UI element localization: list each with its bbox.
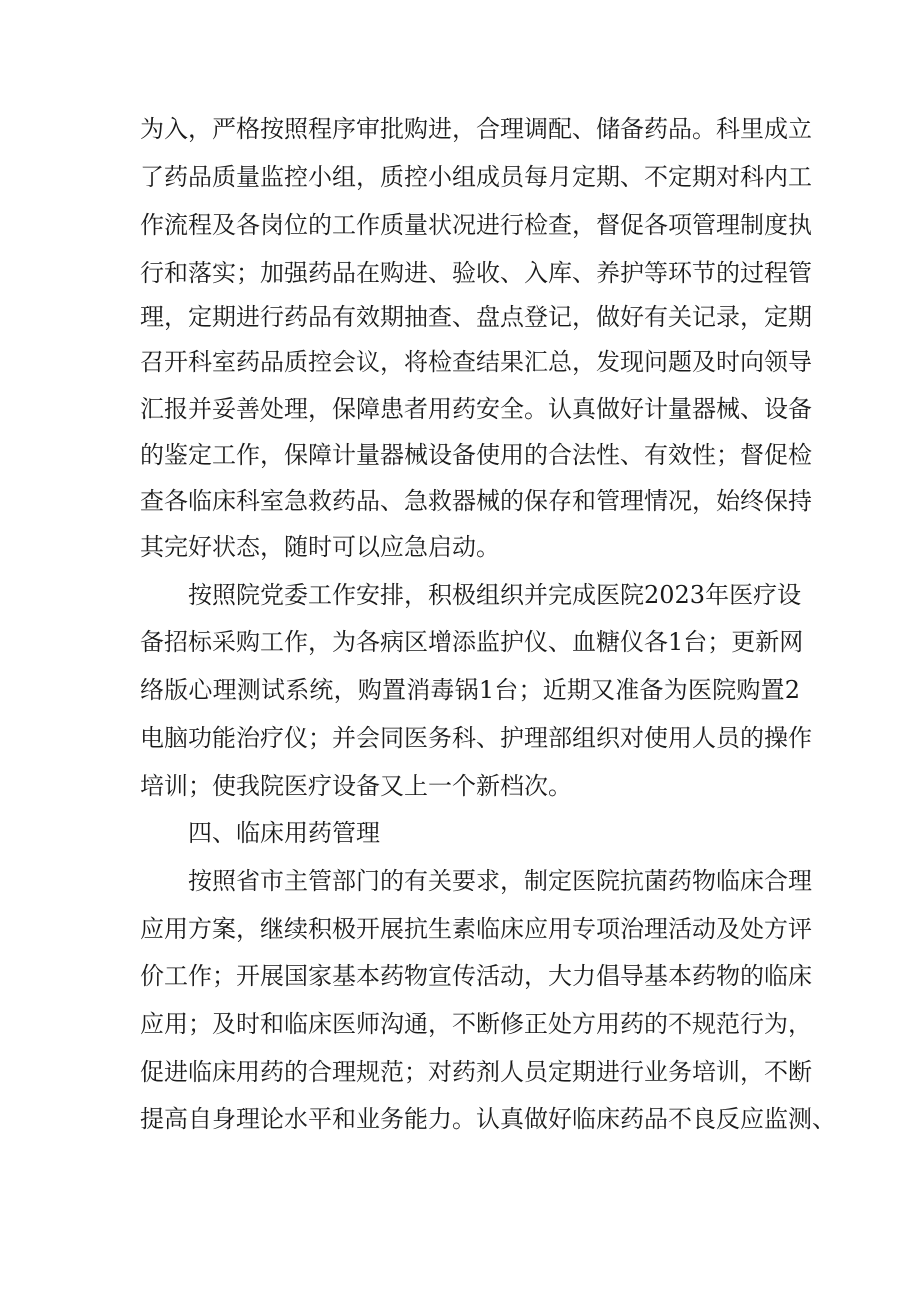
text-line: 的鉴定工作，保障计量器械设备使用的合法性、有效性；督促检 (140, 441, 812, 469)
text-line: 作流程及各岗位的工作质量状况进行检查，督促各项管理制度执 (140, 211, 812, 239)
text-line: 备招标采购工作，为各病区增添监护仪、血糖仪各1台；更新网 (140, 628, 804, 656)
text-line: 络版心理测试系统，购置消毒锅1台；近期又准备为医院购置2 (140, 676, 800, 704)
text-line: 理，定期进行药品有效期抽查、盘点登记，做好有关记录，定期 (140, 303, 812, 331)
text-line: 了药品质量监控小组，质控小组成员每月定期、不定期对科内工 (140, 163, 812, 191)
text-line: 价工作；开展国家基本药物宣传活动，大力倡导基本药物的临床 (140, 962, 812, 990)
text-line: 召开科室药品质控会议，将检查结果汇总，发现问题及时向领导 (140, 348, 812, 376)
section-heading: 四、临床用药管理 (188, 819, 380, 847)
text-line: 应用方案，继续积极开展抗生素临床应用专项治理活动及处方评 (140, 915, 812, 943)
text-line: 应用；及时和临床医师沟通，不断修正处方用药的不规范行为， (140, 1010, 812, 1038)
text-line: 行和落实；加强药品在购进、验收、入库、养护等环节的过程管 (140, 259, 812, 287)
text-line: 促进临床用药的合理规范；对药剂人员定期进行业务培训，不断 (140, 1058, 812, 1086)
text-line: 为入，严格按照程序审批购进，合理调配、储备药品。科里成立 (140, 115, 812, 143)
text-line: 培训；使我院医疗设备又上一个新档次。 (140, 772, 572, 800)
text-line: 按照省市主管部门的有关要求，制定医院抗菌药物临床合理 (188, 867, 812, 895)
text-line: 汇报并妥善处理，保障患者用药安全。认真做好计量器械、设备 (140, 395, 812, 423)
text-line: 提高自身理论水平和业务能力。认真做好临床药品不良反应监测、 (140, 1105, 836, 1133)
text-line: 查各临床科室急救药品、急救器械的保存和管理情况，始终保持 (140, 487, 812, 515)
text-line: 其完好状态，随时可以应急启动。 (140, 533, 500, 561)
text-line: 电脑功能治疗仪；并会同医务科、护理部组织对使用人员的操作 (140, 724, 812, 752)
text-line: 按照院党委工作安排，积极组织并完成医院2023年医疗设 (188, 581, 802, 609)
